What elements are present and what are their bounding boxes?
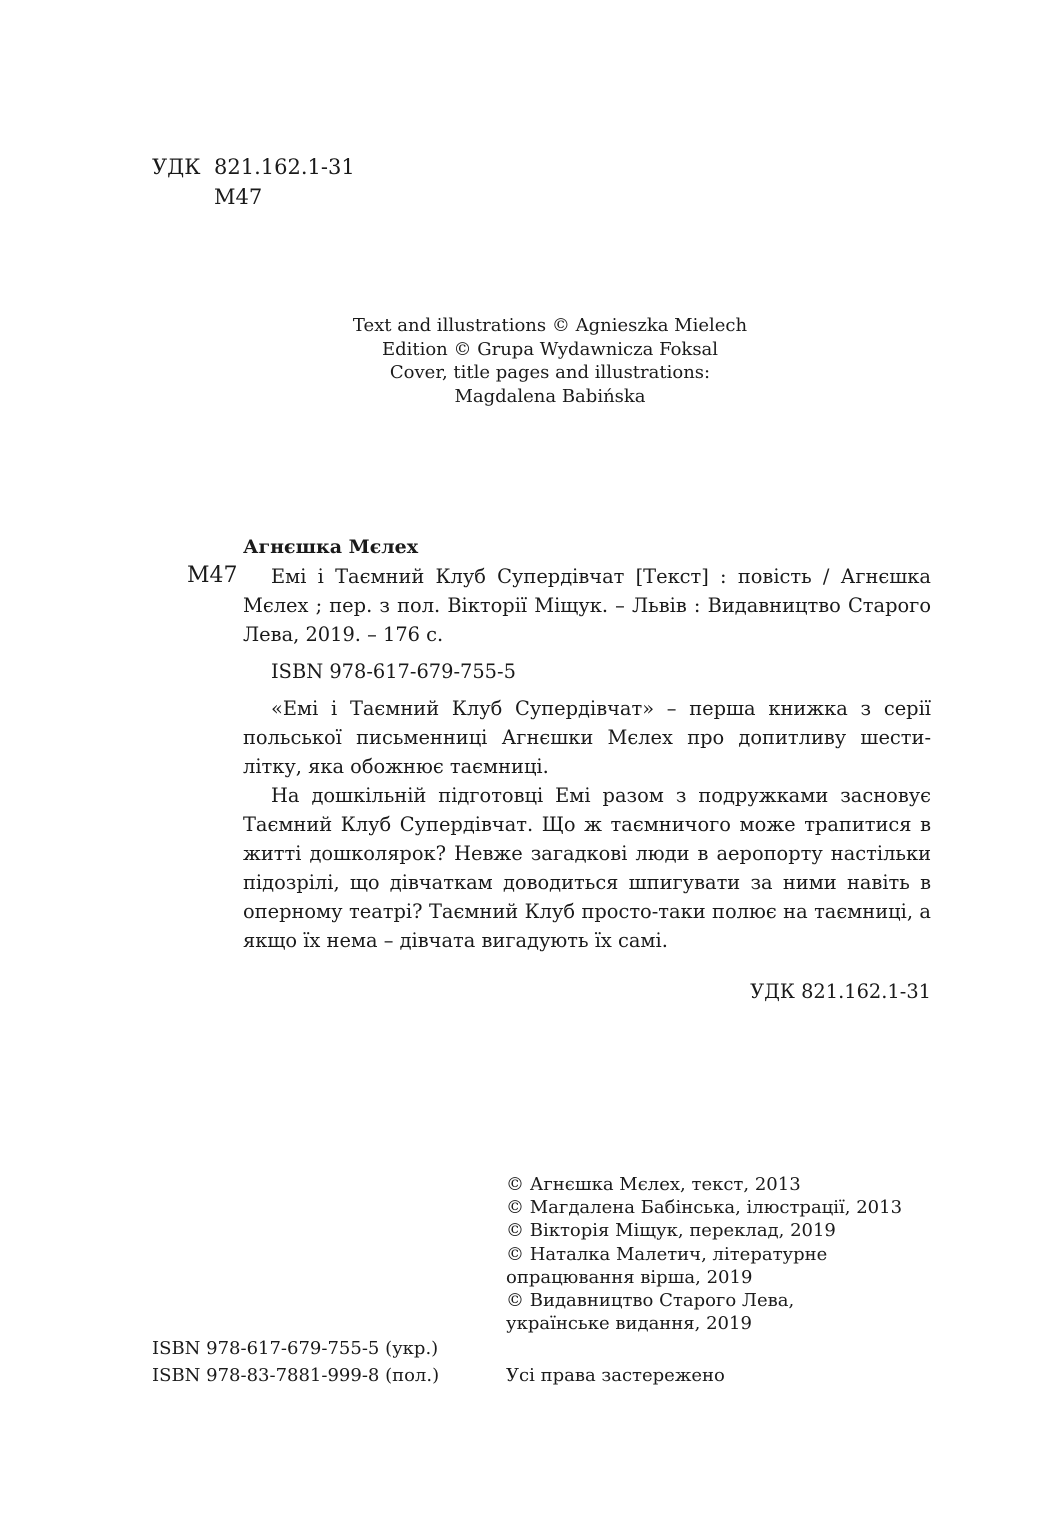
annotation-paragraph: На дошкільній підготовці Емі разом з подружками засновує Таємний Клуб Супердівчат. Що ж таємничого може трапитися в житті дошколярок? Невже загадкові люди в аеропорту настільки підозрілі, що дівчаткам доводиться шпигувати за ними навіть в оперному театрі? Таємний Клуб просто-таки полює на таємниці, а якщо їх нема – дівчата вигадують їх самі. [243,784,931,952]
copyright-notices [506,1173,936,1335]
annotation-paragraph: «Емі і Таємний Клуб Супердівчат» – перша книжка з серії польської письменниці Агнєшки Мєлех про допитливу шестилітку, яка обожнює таємниці. [243,697,931,778]
udk-label: УДК [152,155,201,179]
original-credits [300,314,800,408]
copyright-line: © Вікторія Міщук, переклад, 2019 [506,1220,836,1242]
catalog-udk: УДК 821.162.1-31 [750,980,931,1003]
credit-line: Text and illustrations © Agnieszka Mielech [352,315,748,336]
isbn-line: ISBN 978-617-679-755-5 (укр.) [152,1338,439,1359]
isbn-list [152,1335,439,1389]
copyright-line: © Наталка Малетич, літературне [506,1243,828,1265]
credit-line: Cover, title pages and illustrations: [389,362,711,383]
copyright-line: українське видання, 2019 [506,1313,752,1335]
catalog-author: Агнєшка Мєлех [243,536,419,558]
catalog-isbn: ISBN 978-617-679-755-5 [271,660,516,683]
udk-header [152,152,355,212]
author-sign: М47 [214,185,263,209]
bibliographic-description: Емі і Таємний Клуб Супердівчат [Текст] : повість / Агнєшка Мєлех ; пер. з пол. Вікторії Міщук. – Львів : Видавництво Старого Лева, 2019. – 176 с. [243,565,931,646]
rights-reserved: Усі права застережено [506,1365,725,1386]
isbn-line: ISBN 978-83-7881-999-8 (пол.) [152,1365,440,1386]
copyright-line: опрацювання вірша, 2019 [506,1266,753,1288]
udk-code: 821.162.1-31 [214,155,355,179]
copyright-line: © Агнєшка Мєлех, текст, 2013 [506,1174,801,1195]
credit-line: Magdalena Babińska [454,385,646,407]
copyright-line: © Магдалена Бабінська, ілюстрації, 2013 [506,1197,903,1219]
udk-line [152,152,355,182]
credit-line: Edition © Grupa Wydawnicza Foksal [381,338,719,360]
catalog-author-sign: М47 [187,563,238,588]
catalog-card [187,533,931,1006]
copyright-line: © Видавництво Старого Лева, [506,1290,795,1312]
